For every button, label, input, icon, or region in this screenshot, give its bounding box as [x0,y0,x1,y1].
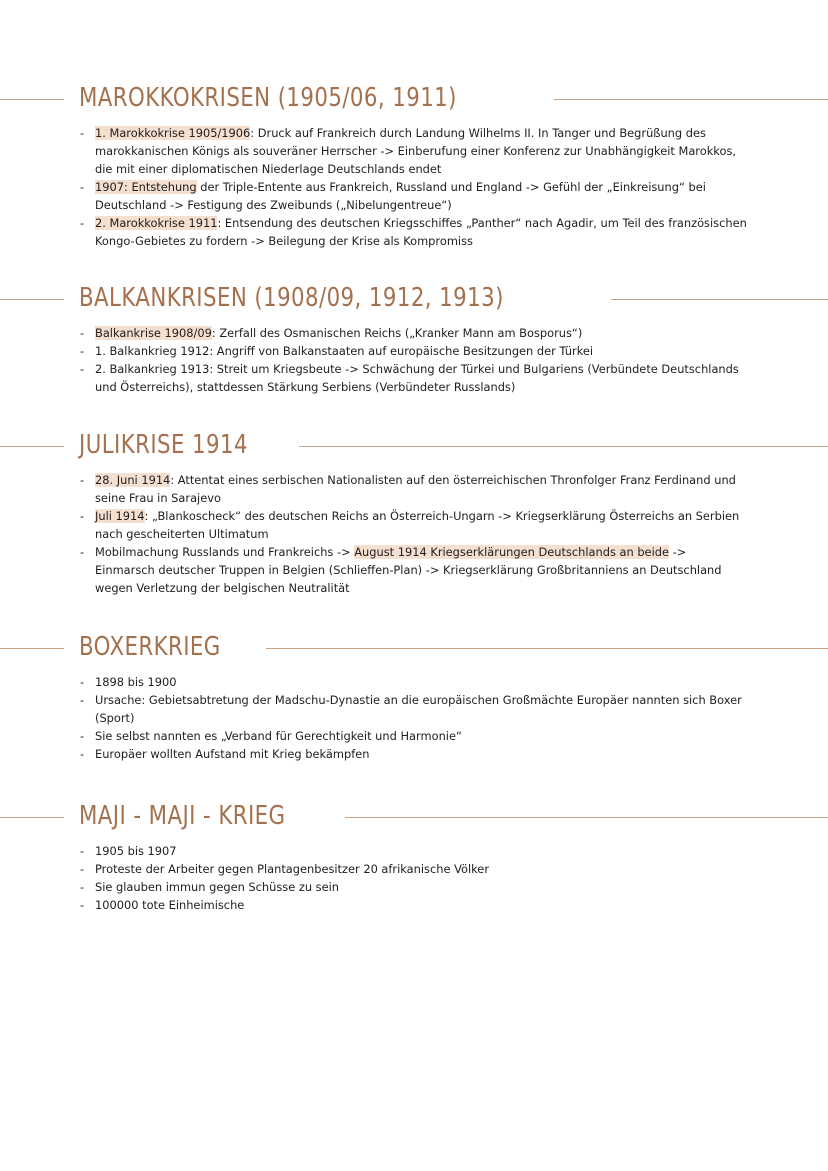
item-text: 1905 bis 1907 [95,844,177,858]
list-item [0,178,828,214]
item-text: -> Einmarsch deutscher Truppen in Belgien (Schlieffen-Plan) -> Kriegserklärung Großbritanniens an Deutschland wegen Verletzung der belgischen Neutralität [95,545,722,595]
section-title: MAROKKOKRISEN (1905/06, 1911) [79,83,457,113]
heading-rule-right [266,648,828,649]
list-item [0,214,828,250]
list-item [0,507,828,543]
item-text: : „Blankoscheck“ des deutschen Reichs an Österreich-Ungarn -> Kriegserklärung Österreichs an Serbien nach gescheiterten Ultimatum [95,509,740,541]
bullet-list [0,842,828,914]
heading-rule-right [345,817,828,818]
heading-rule-left [0,99,64,100]
list-item [0,342,828,360]
list-item [0,124,828,178]
section-title: BOXERKRIEG [79,632,221,662]
list-item [0,842,828,860]
item-text: : Entsendung des deutschen Kriegsschiffes „Panther“ nach Agadir, um Teil des französischen Kongo-Gebietes zu fordern -> Beilegung der Krise als Kompromiss [95,216,747,248]
section-balkankrisen [0,278,828,396]
highlighted-text: Balkankrise 1908/09 [95,326,212,340]
list-item [0,727,828,745]
list-item [0,860,828,878]
heading-rule-left [0,446,64,447]
highlighted-text: 1907: Entstehung [95,180,197,194]
item-text: Proteste der Arbeiter gegen Plantagenbesitzer 20 afrikanische Völker [95,862,489,876]
heading-rule-left [0,299,64,300]
item-text: der Triple-Entente aus Frankreich, Russland und England -> Gefühl der „Einkreisung“ bei Deutschland -> Festigung des Zweibunds („Nibelungentreue“) [95,180,706,212]
item-text: : Zerfall des Osmanischen Reichs („Kranker Mann am Bosporus“) [211,326,583,340]
heading-rule-right [299,446,828,447]
item-text: Europäer wollten Aufstand mit Krieg bekämpfen [95,747,370,761]
section-title: JULIKRISE 1914 [79,430,248,460]
section-boxerkrieg [0,627,828,763]
item-text: Ursache: Gebietsabtretung der Madschu-Dynastie an die europäischen Großmächte Europäer nannten sich Boxer (Sport) [95,693,742,725]
section-heading-row [0,627,828,667]
bullet-list [0,124,828,250]
highlighted-text: 1. Marokkokrise 1905/1906 [95,126,251,140]
item-text: 2. Balkankrieg 1913: Streit um Kriegsbeute -> Schwächung der Türkei und Bulgariens (Verbündete Deutschlands und Österreichs), stattdessen Stärkung Serbiens (Verbündeter Russlands) [95,362,739,394]
highlighted-text: 28. Juni 1914 [95,473,171,487]
list-item [0,878,828,896]
section-maji-maji-krieg [0,796,828,914]
section-heading-row [0,278,828,318]
heading-rule-right [611,299,828,300]
item-text: Sie glauben immun gegen Schüsse zu sein [95,880,340,894]
list-item [0,745,828,763]
item-text: 1. Balkankrieg 1912: Angriff von Balkanstaaten auf europäische Besitzungen der Türkei [95,344,594,358]
list-item [0,673,828,691]
section-marokkokrisen [0,78,828,250]
item-text: : Attentat eines serbischen Nationalisten auf den österreichischen Thronfolger Franz Ferdinand und seine Frau in Sarajevo [95,473,736,505]
bullet-list [0,324,828,396]
section-heading-row [0,78,828,118]
list-item [0,360,828,396]
heading-rule-right [554,99,828,100]
heading-rule-left [0,817,64,818]
item-text-prefix: Mobilmachung Russlands und Frankreichs -> [95,545,355,559]
highlighted-text: August 1914 Kriegserklärungen Deutschlands an beide [354,545,669,559]
item-text: Sie selbst nannten es „Verband für Gerechtigkeit und Harmonie“ [95,729,462,743]
item-text: 100000 tote Einheimische [95,898,245,912]
bullet-list [0,471,828,597]
highlighted-text: 2. Marokkokrise 1911 [95,216,218,230]
list-item [0,471,828,507]
section-title: MAJI - MAJI - KRIEG [79,801,286,831]
section-heading-row [0,425,828,465]
section-title: BALKANKRISEN (1908/09, 1912, 1913) [79,283,504,313]
list-item [0,324,828,342]
section-julikrise [0,425,828,597]
list-item [0,896,828,914]
bullet-list [0,673,828,763]
heading-rule-left [0,648,64,649]
section-heading-row [0,796,828,836]
highlighted-text: Juli 1914 [95,509,145,523]
list-item [0,691,828,727]
item-text: 1898 bis 1900 [95,675,177,689]
item-text: : Druck auf Frankreich durch Landung Wilhelms II. In Tanger und Begrüßung des marokkanischen Königs als souveräner Herrscher -> Einberufung einer Konferenz zur Unabhängigkeit Marokkos, die mit einer diplomatischen Niederlage Deutschlands endet [95,126,737,176]
list-item [0,543,828,597]
